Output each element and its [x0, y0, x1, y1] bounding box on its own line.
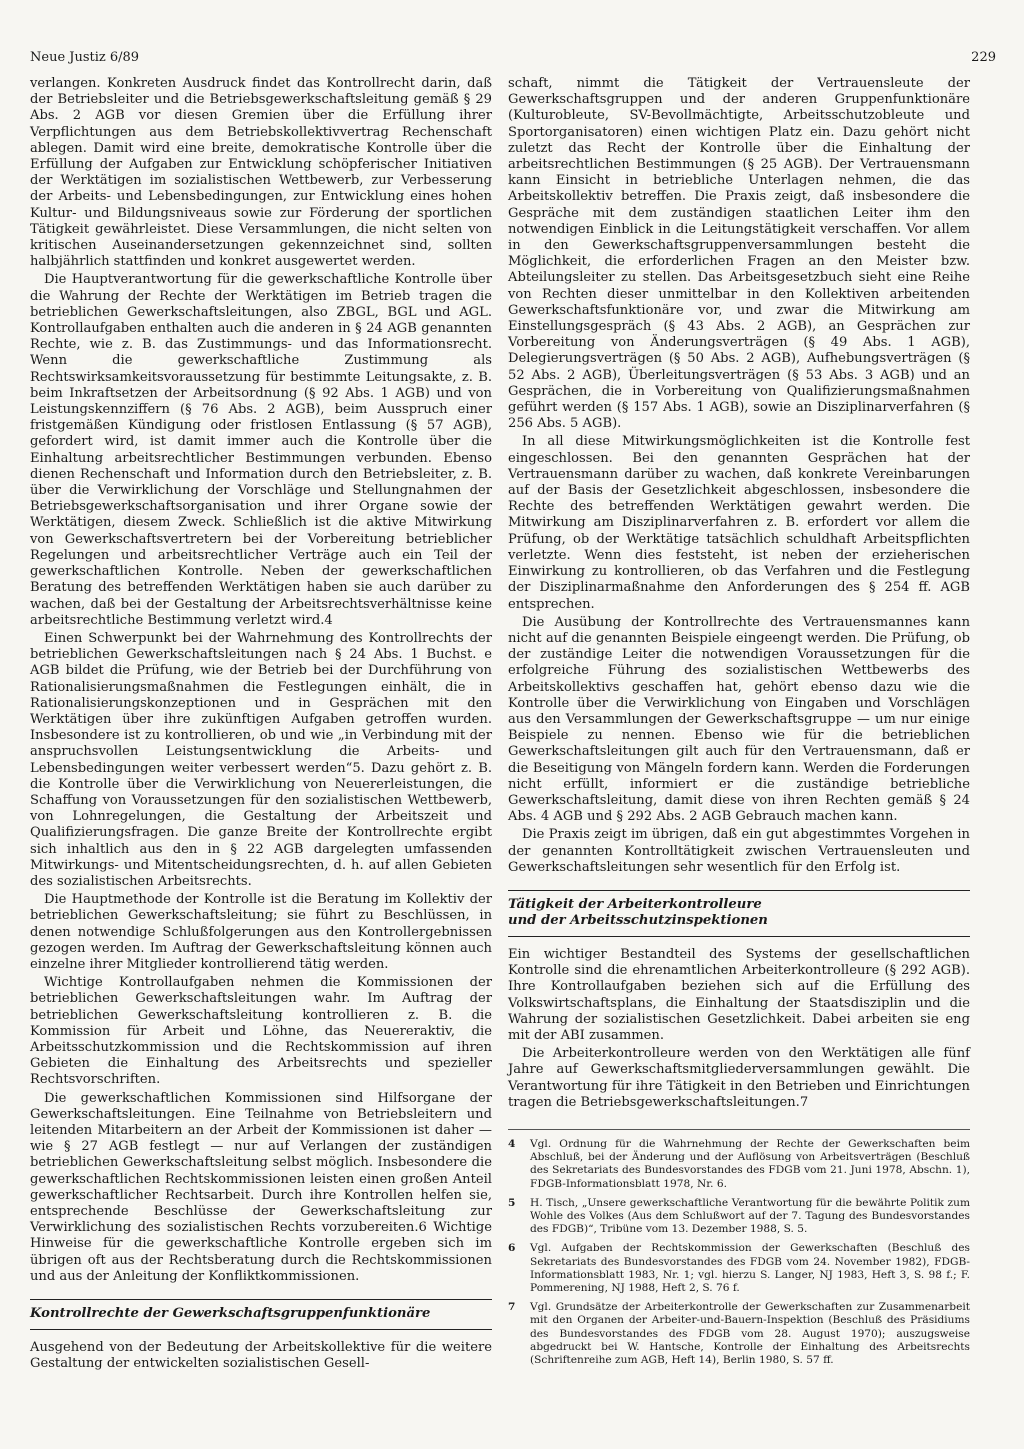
body-paragraph: Wichtige Kontrollaufgaben nehmen die Kommissionen der betrieblichen Gewerkschaftsleitungen wahr. Im Auftrag der betrieblichen Gewerkschaftsleitung kontrollieren z. B. die Kommission für Arbeit und Löhne, das Neuereraktiv, die Arbeitsschutzkommission und die Rechtskommission auf ihren Gebieten die Einhaltung des Arbeitsrechts und spezieller Rechtsvorschriften.: [30, 975, 492, 1088]
section-heading: [30, 1299, 492, 1330]
footnotes: [508, 1129, 970, 1367]
left-column: [30, 76, 492, 1429]
page-number: 229: [971, 50, 996, 65]
body-paragraph: Die Hauptmethode der Kontrolle ist die Beratung im Kollektiv der betrieblichen Gewerkschaftsleitung; sie führt zu Beschlüssen, in denen notwendige Schlußfolgerungen aus den Kontrollergebnissen gezogen werden. Im Auftrag der Gewerkschaftsleitung können auch einzelne ihrer Mitglieder kontrollierend tätig werden.: [30, 892, 492, 972]
section-heading-text: Kontrollrechte der Gewerkschaftsgruppenfunktionäre: [30, 1306, 431, 1322]
section-heading-line-2: und der Arbeitsschutzinspektionen: [508, 912, 768, 928]
body-paragraph: In all diese Mitwirkungsmöglichkeiten ist die Kontrolle fest eingeschlossen. Bei den genannten Gesprächen hat der Vertrauensmann darüber zu wachen, daß konkrete Vereinbarungen auf der Basis der Gesetzlichkeit abgeschlossen, insbesondere die Rechte des betreffenden Werktätigen gewahrt werden. Die Mitwirkung am Disziplinarverfahren z. B. erfordert vor allem die Prüfung, ob der Werktätige tatsächlich schuldhaft Arbeitspflichten verletzte. Wenn dies feststeht, ist neben der erzieherischen Einwirkung zu kontrollieren, ob das Verfahren und die Festlegung der Disziplinarmaßnahme den Anforderungen des § 254 ff. AGB entsprechen.: [508, 434, 970, 612]
page-header: [30, 50, 996, 72]
footnote-text: Vgl. Ordnung für die Wahrnehmung der Rechte der Gewerkschaften beim Abschluß, bei der Änderung und der Auflösung von Arbeitsverträgen (Beschluß des Sekretariats des Bundesvorstandes des FDGB vom 21. Juni 1978, Abschn. 1), FDGB-Informationsblatt 1978, Nr. 6.: [530, 1137, 970, 1190]
body-paragraph: Ein wichtiger Bestandteil des Systems der gesellschaftlichen Kontrolle sind die ehrenamtlichen Arbeiterkontrolleure (§ 292 AGB). Ihre Kontrollaufgaben beziehen sich auf die Erfüllung des Volkswirtschaftsplans, die Einhaltung der Staatsdisziplin und die Wahrung der sozialistischen Gesetzlichkeit. Dabei arbeiten sie eng mit der ABI zusammen.: [508, 946, 970, 1043]
footnote: [508, 1197, 970, 1237]
journal-title: Neue Justiz 6/89: [30, 50, 140, 65]
footnote-text: Vgl. Grundsätze der Arbeiterkontrolle der Gewerkschaften zur Zusammenarbeit mit den Organen der Arbeiter-und-Bauern-Inspektion (Beschluß des Präsidiums des Bundesvorstandes des FDGB vom 28. August 1970); auszugsweise abgedruckt bei W. Hantsche, Kontrolle der Einhaltung des Arbeitsrechts (Schriftenreihe zum AGB, Heft 14), Berlin 1980, S. 57 ff.: [530, 1301, 970, 1367]
body-paragraph: Ausgehend von der Bedeutung der Arbeitskollektive für die weitere Gestaltung der entwickelten sozialistischen Gesell-: [30, 1340, 492, 1372]
footnote-text: H. Tisch, „Unsere gewerkschaftliche Verantwortung für die bewährte Politik zum Wohle des Volkes (Aus dem Schlußwort auf der 7. Tagung des Bundesvorstandes des FDGB)“, Tribüne vom 13. Dezember 1988, S. 5.: [530, 1196, 970, 1236]
section-heading-line-1: Tätigkeit der Arbeiterkontrolleure: [508, 896, 762, 912]
footnote-number: 5: [508, 1196, 516, 1209]
body-paragraph: Die Ausübung der Kontrollrechte des Vertrauensmannes kann nicht auf die genannten Beispiele eingeengt werden. Die Prüfung, ob der zuständige Leiter die notwendigen Voraussetzungen für die erfolgreiche Führung des sozialistischen Wettbewerbs des Arbeitskollektivs geschaffen hat, gehört ebenso dazu wie die Kontrolle über die Verwirklichung von Eingaben und Vorschlägen aus den Versammlungen der Gewerkschaftsgruppe — um nur einige Beispiele zu nennen. Ebenso wie für die betrieblichen Gewerkschaftsleitungen gilt auch für den Vertrauensmann, daß er die Beseitigung von Mängeln fordern kann. Werden die Forderungen nicht erfüllt, informiert er die zuständige betriebliche Gewerkschaftsleitung, damit diese von ihren Rechten gemäß § 24 Abs. 4 AGB und § 292 Abs. 2 AGB Gebrauch machen kann.: [508, 614, 970, 825]
body-paragraph: Die Arbeiterkontrolleure werden von den Werktätigen alle fünf Jahre auf Gewerkschaftsmitgliederversammlungen gewählt. Die Verantwortung für ihre Tätigkeit in den Betrieben und Einrichtungen tragen die Betriebsgewerkschaftsleitungen.7: [508, 1046, 970, 1110]
body-paragraph: schaft, nimmt die Tätigkeit der Vertrauensleute der Gewerkschaftsgruppen und der anderen Gruppenfunktionäre (Kulturobleute, SV-Bevollmächtigte, Arbeitsschutzobleute und Sportorganisatoren) einen wichtigen Platz ein. Dazu gehört nicht zuletzt das Recht der Kontrolle über die Einhaltung der arbeitsrechtlichen Bestimmungen (§ 25 AGB). Der Vertrauensmann kann Einsicht in betriebliche Unterlagen nehmen, die das Arbeitskollektiv betreffen. Die Praxis zeigt, daß insbesondere die Gespräche mit dem zuständigen staatlichen Leiter ihm den notwendigen Einblick in die Leitungstätigkeit verschaffen. Vor allem in den Gewerkschaftsgruppenversammlungen besteht die Möglichkeit, die erforderlichen Fragen an den Meister bzw. Abteilungsleiter zu stellen. Das Arbeitsgesetzbuch sieht eine Reihe von Rechten dieser unmittelbar in den Kollektiven arbeitenden Gewerkschaftsfunktionäre vor, und zwar die Mitwirkung am Einstellungsgespräch (§ 43 Abs. 2 AGB), an Gesprächen zur Vorbereitung von Änderungsverträgen (§ 49 Abs. 1 AGB), Delegierungsverträgen (§ 50 Abs. 2 AGB), Aufhebungsverträgen (§ 52 Abs. 2 AGB), Überleitungsverträgen (§ 53 Abs. 3 AGB) und an Gesprächen, die in Vorbereitung von Qualifizierungsmaßnahmen geführt werden (§ 157 Abs. 1 AGB), sowie an Disziplinarverfahren (§ 256 Abs. 5 AGB).: [508, 76, 970, 432]
body-paragraph: verlangen. Konkreten Ausdruck findet das Kontrollrecht darin, daß der Betriebsleiter und die Betriebsgewerkschaftsleitung gemäß § 29 Abs. 2 AGB vor diesen Gremien über die Erfüllung ihrer Verpflichtungen aus dem Betriebskollektivvertrag Rechenschaft ablegen. Damit wird eine breite, demokratische Kontrolle über die Erfüllung der Aufgaben zur Entwicklung schöpferischer Initiativen der Werktätigen im sozialistischen Wettbewerb, zur Verbesserung der Arbeits- und Lebensbedingungen, zur Entwicklung eines hohen Kultur- und Bildungsniveaus sowie zur Förderung der sportlichen Tätigkeit gewährleistet. Diese Versammlungen, die nicht selten von kritischen Auseinandersetzungen gekennzeichnet sind, sollten halbjährlich stattfinden und konkret ausgewertet werden.: [30, 76, 492, 270]
footnote: [508, 1138, 970, 1191]
footnote: [508, 1301, 970, 1367]
body-paragraph: Die gewerkschaftlichen Kommissionen sind Hilfsorgane der Gewerkschaftsleitungen. Eine Teilnahme von Betriebsleitern und leitenden Mitarbeitern an der Arbeit der Kommissionen ist daher — wie § 27 AGB festlegt — nur auf Verlangen der zuständigen betrieblichen Gewerkschaftsleitung selbst möglich. Insbesondere die gewerkschaftlichen Rechtskommissionen leisten einen großen Anteil gewerkschaftlicher Rechtsarbeit. Durch ihre Kontrollen helfen sie, entsprechende Beschlüsse der Gewerkschaftsleitung zur Verwirklichung des sozialistischen Rechts vorzubereiten.6 Wichtige Hinweise für die gewerkschaftliche Kontrolle ergeben sich im übrigen oft aus der Rechtsberatung durch die Rechtskommissionen und aus der Anleitung der Konfliktkommissionen.: [30, 1090, 492, 1284]
body-paragraph: Einen Schwerpunkt bei der Wahrnehmung des Kontrollrechts der betrieblichen Gewerkschaftsleitungen nach § 24 Abs. 1 Buchst. e AGB bildet die Prüfung, wie der Betrieb bei der Durchführung von Rationalisierungsmaßnahmen die Festlegungen einhält, die in Rationalisierungskonzeptionen und in Gesprächen mit den Werktätigen über ihre zukünftigen Aufgaben getroffen wurden. Insbesondere ist zu kontrollieren, ob und wie „in Verbindung mit der anspruchsvollen Leistungsentwicklung die Arbeits- und Lebensbedingungen weiter verbessert werden“5. Dazu gehört z. B. die Kontrolle über die Verwirklichung von Neuererleistungen, die Schaffung von Voraussetzungen für den sozialistischen Wettbewerb, von Lohnregelungen, die Gestaltung der Arbeitszeit und Qualifizierungsfragen. Die ganze Breite der Kontrollrechte ergibt sich inhaltlich aus den in § 22 AGB dargelegten umfassenden Mitwirkungs- und Mitentscheidungsrechten, d. h. auf allen Gebieten des sozialistischen Arbeitsrechts.: [30, 630, 492, 889]
right-column: [508, 76, 970, 1429]
footnote-number: 7: [508, 1301, 516, 1314]
footnote-number: 6: [508, 1242, 516, 1255]
footnote-number: 4: [508, 1137, 516, 1150]
section-heading: [508, 890, 970, 937]
body-paragraph: Die Praxis zeigt im übrigen, daß ein gut abgestimmtes Vorgehen in der genannten Kontrolltätigkeit zwischen Vertrauensleuten und Gewerkschaftsleitungen sehr wesentlich für den Erfolg ist.: [508, 827, 970, 875]
body-paragraph: Die Hauptverantwortung für die gewerkschaftliche Kontrolle über die Wahrung der Rechte der Werktätigen im Betrieb tragen die betrieblichen Gewerkschaftsleitungen, also ZBGL, BGL und AGL. Kontrollaufgaben enthalten auch die anderen in § 24 AGB genannten Rechte, wie z. B. das Zustimmungs- und das Informationsrecht. Wenn die gewerkschaftliche Zustimmung als Rechtswirksamkeitsvoraussetzung für bestimmte Leitungsakte, z. B. beim Inkraftsetzen der Arbeitsordnung (§ 92 Abs. 1 AGB) und von Leistungskennziffern (§ 76 Abs. 2 AGB), beim Ausspruch einer fristgemäßen Kündigung oder fristlosen Entlassung (§ 57 AGB), gefordert wird, ist damit immer auch die Kontrolle über die Einhaltung arbeitsrechtlicher Bestimmungen verbunden. Ebenso dienen Rechenschaft und Information durch den Betriebsleiter, z. B. über die Verwirklichung der Vorschläge und Stellungnahmen der Betriebsgewerkschaftsorganisation und ihrer Organe sowie der Werktätigen, diesem Zweck. Schließlich ist die aktive Mitwirkung von Gewerkschaftsvertretern bei der Vorbereitung betrieblicher Regelungen und arbeitsrechtlicher Verträge auch ein Teil der gewerkschaftlichen Kontrolle. Neben der gewerkschaftlichen Beratung des betreffenden Werktätigen haben sie auch darüber zu wachen, daß bei der Gestaltung der Arbeitsrechtsverhältnisse keine arbeitsrechtliche Bestimmung verletzt wird.4: [30, 272, 492, 628]
footnote: [508, 1242, 970, 1295]
footnote-text: Vgl. Aufgaben der Rechtskommission der Gewerkschaften (Beschluß des Sekretariats des Bundesvorstandes des FDGB vom 24. November 1982), FDGB-Informationsblatt 1983, Nr. 1; vgl. hierzu S. Langer, NJ 1983, Heft 3, S. 98 f.; F. Pommerening, NJ 1988, Heft 2, S. 76 f.: [530, 1242, 970, 1295]
